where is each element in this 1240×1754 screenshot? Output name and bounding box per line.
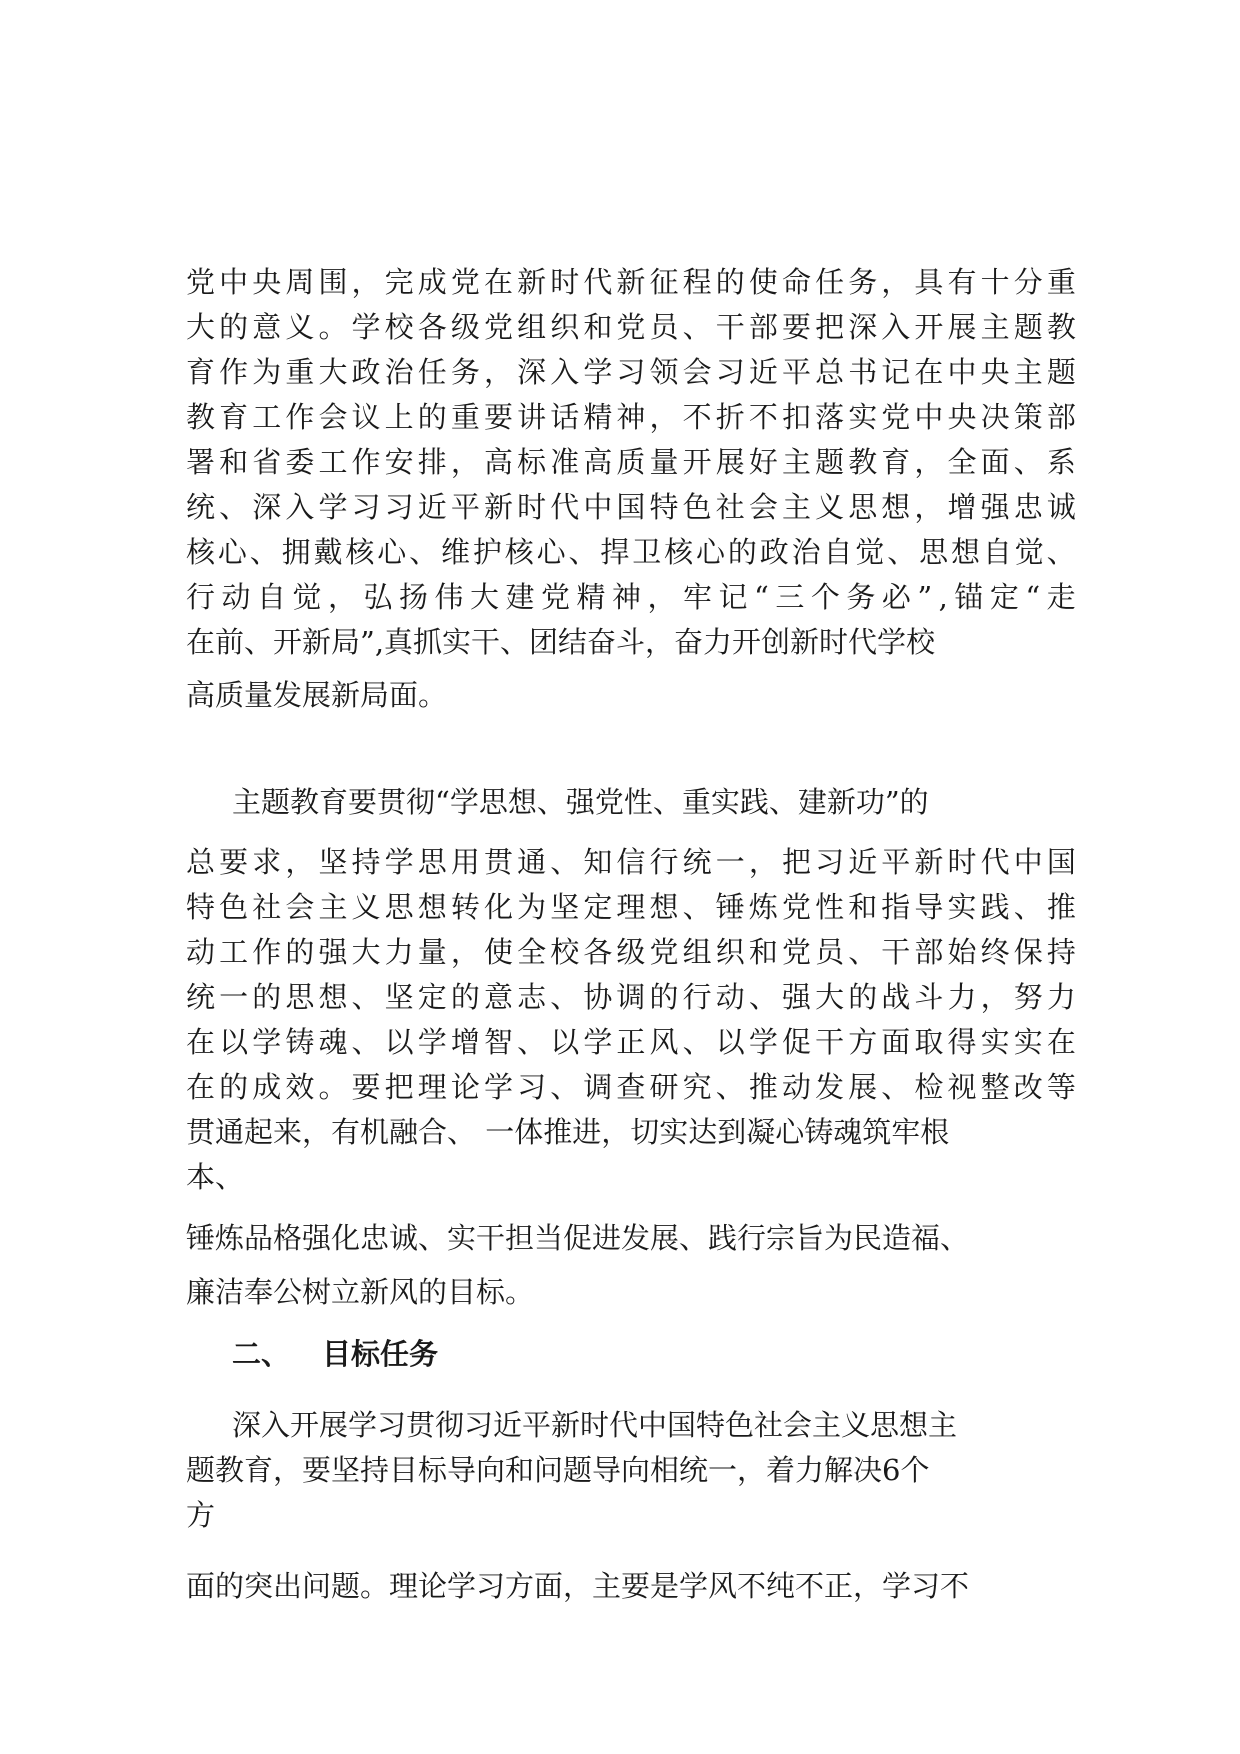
section-title: 目标任务	[322, 1337, 439, 1371]
paragraph2-line-6: 在 以 学 铸 魂 、 以 学 增 智 、 以 学 正 风 、 以 学 促 干 方 面 取 得 实 实 在	[186, 1025, 1076, 1059]
paragraph2-line-2: 总 要 求 ， 坚 持 学 思 用 贯 通 、 知 信 行 统 一 ， 把 习 近 平 新 时 代 中 国	[186, 845, 1076, 879]
paragraph1-line-1: 党 中 央 周 围 ， 完 成 党 在 新 时 代 新 征 程 的 使 命 任 务 ， 具 有 十 分 重	[186, 265, 1076, 299]
paragraph2-line-1: 主题教育要贯彻“学思想、强党性、重实践、建新功”的	[232, 785, 929, 819]
paragraph1-line-9: 在前、开新局”,真抓实干、团结奋斗，奋力开创新时代学校	[186, 625, 936, 659]
paragraph2-line-10: 锤炼品格强化忠诚、实干担当促进发展、践行宗旨为民造福、	[186, 1221, 970, 1255]
section-number: 二、	[232, 1337, 291, 1371]
paragraph3-line-4: 面的突出问题。理论学习方面，主要是学风不纯不正，学习不	[186, 1569, 970, 1603]
paragraph2-line-8: 贯通起来，有机融合、 一体推进，切实达到凝心铸魂筑牢根	[186, 1115, 950, 1149]
paragraph3-line-1: 深入开展学习贯彻习近平新时代中国特色社会主义思想主	[232, 1408, 958, 1442]
paragraph2-line-11: 廉洁奉公树立新风的目标。	[186, 1275, 535, 1309]
paragraph2-line-9: 本、	[186, 1160, 245, 1194]
paragraph2-line-7: 在 的 成 效 。 要 把 理 论 学 习 、 调 查 研 究 、 推 动 发 展 、 检 视 整 改 等	[186, 1070, 1076, 1104]
paragraph2-line-5: 统 一 的 思 想 、 坚 定 的 意 志 、 协 调 的 行 动 、 强 大 的 战 斗 力 ， 努 力	[186, 980, 1076, 1014]
paragraph2-line-4: 动 工 作 的 强 大 力 量 ， 使 全 校 各 级 党 组 织 和 党 员 、 干 部 始 终 保 持	[186, 935, 1076, 969]
paragraph1-line-6: 统 、 深 入 学 习 习 近 平 新 时 代 中 国 特 色 社 会 主 义 思 想 ， 增 强 忠 诚	[186, 490, 1076, 524]
paragraph1-line-2: 大 的 意 义 。 学 校 各 级 党 组 织 和 党 员 、 干 部 要 把 深 入 开 展 主 题 教	[186, 310, 1076, 344]
paragraph1-line-4: 教 育 工 作 会 议 上 的 重 要 讲 话 精 神 ， 不 折 不 扣 落 实 党 中 央 决 策 部	[186, 400, 1076, 434]
paragraph3-line-2: 题教育，要坚持目标导向和问题导向相统一，着力解决6个	[186, 1453, 930, 1487]
paragraph1-line-3: 育 作 为 重 大 政 治 任 务 ， 深 入 学 习 领 会 习 近 平 总 书 记 在 中 央 主 题	[186, 355, 1076, 389]
section-heading	[232, 1334, 438, 1374]
paragraph2-line-3: 特 色 社 会 主 义 思 想 转 化 为 坚 定 理 想 、 锤 炼 党 性 和 指 导 实 践 、 推	[186, 890, 1076, 924]
paragraph3-line-3: 方	[186, 1498, 216, 1532]
paragraph1-line-7: 核 心 、 拥 戴 核 心 、 维 护 核 心 、 捍 卫 核 心 的 政 治 自 觉 、 思 想 自 觉 、	[186, 535, 1076, 569]
paragraph1-line-5: 署 和 省 委 工 作 安 排 ， 高 标 准 高 质 量 开 展 好 主 题 教 育 ， 全 面 、 系	[186, 445, 1076, 479]
paragraph1-line-8: 行 动 自 觉 ， 弘 扬 伟 大 建 党 精 神 ， 牢 记 “ 三 个 务 必 ” , 锚 定 “ 走	[186, 580, 1076, 614]
paragraph1-line-10: 高质量发展新局面。	[186, 678, 448, 712]
